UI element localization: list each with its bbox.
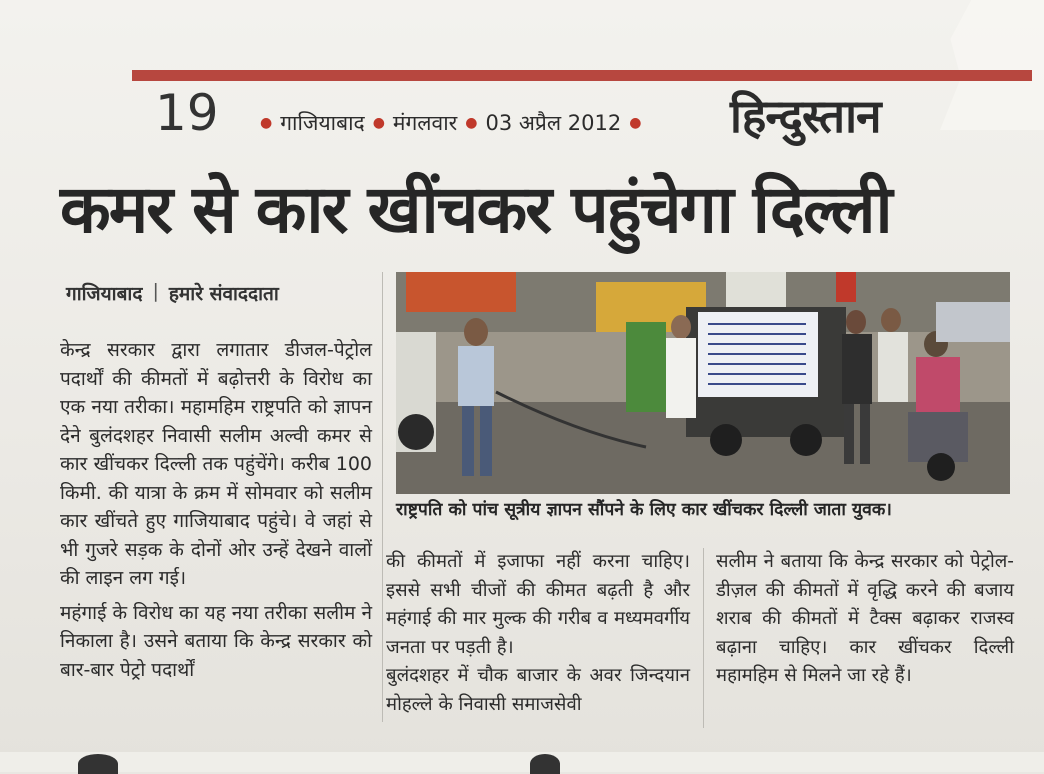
page-number: 19 xyxy=(155,84,219,142)
news-photo xyxy=(396,272,1010,494)
dateline-day: मंगलवार xyxy=(392,111,458,135)
photo-caption: राष्ट्रपति को पांच सूत्रीय ज्ञापन सौंपने के लिए कार खींचकर दिल्ली जाता युवक। xyxy=(396,500,892,520)
next-headline-fragment xyxy=(530,754,560,774)
article-paragraph: सलीम ने बताया कि केन्द्र सरकार को पेट्रोल-डीज़ल की कीमतों में वृद्धि करने की बजाय शराब की कीमतों में टैक्स बढ़ाकर राजस्व बढ़ाना चाहिए। कार खींचकर दिल्ली महामहिम से मिलने जा रहे हैं। xyxy=(716,551,1014,686)
bullet-icon: ● xyxy=(372,115,385,131)
next-article-strip xyxy=(0,752,1044,772)
bullet-icon: ● xyxy=(629,115,642,131)
article-column-3 xyxy=(716,548,1014,691)
article-column-1 xyxy=(60,336,372,690)
article-column-2 xyxy=(386,548,690,719)
bullet-icon: ● xyxy=(465,115,478,131)
column-divider xyxy=(382,272,383,722)
dateline-city: गाजियाबाद xyxy=(280,111,365,135)
newspaper-masthead: हिन्दुस्तान xyxy=(730,89,881,143)
dateline-date: 03 अप्रैल 2012 xyxy=(485,111,622,135)
byline xyxy=(66,280,279,306)
byline-separator: | xyxy=(152,280,159,302)
byline-place: गाजियाबाद xyxy=(66,283,143,305)
bullet-icon: ● xyxy=(260,115,273,131)
next-headline-fragment xyxy=(78,754,118,774)
header-red-rule xyxy=(132,70,1032,81)
dateline xyxy=(260,110,641,136)
column-divider xyxy=(703,548,704,728)
article-headline: कमर से कार खींचकर पहुंचेगा दिल्ली xyxy=(60,171,891,248)
byline-author: हमारे संवाददाता xyxy=(168,283,279,305)
article-paragraph: केन्द्र सरकार द्वारा लगातार डीजल-पेट्रोल पदार्थों की कीमतों में बढ़ोत्तरी के विरोध का एक नया तरीका। महामहिम राष्ट्रपति को ज्ञापन देने बुलंदशहर निवासी सलीम अल्वी कमर से कार खींचकर दिल्ली तक पहुंचेंगे। करीब 100 किमी. की यात्रा के क्रम में सोमवार को सलीम कार खींचते हुए गाजियाबाद पहुंचे। वे जहां से भी गुजरे सड़क के दोनों ओर उन्हें देखने वालों की लाइन लग गई। xyxy=(60,339,372,589)
article-paragraph: बुलंदशहर में चौक बाजार के अवर जिन्दयान मोहल्ले के निवासी समाजसेवी xyxy=(386,665,690,715)
article-paragraph: महंगाई के विरोध का यह नया तरीका सलीम ने निकाला है। उसने बताया कि केन्द्र सरकार को बार-बार पेट्रो पदार्थों xyxy=(60,601,372,681)
article-paragraph: की कीमतों में इजाफा नहीं करना चाहिए। इससे सभी चीजों की कीमत बढ़ती है और महंगाई की मार मुल्क की गरीब व मध्यमवर्गीय जनता पर पड़ती है। xyxy=(386,551,690,658)
